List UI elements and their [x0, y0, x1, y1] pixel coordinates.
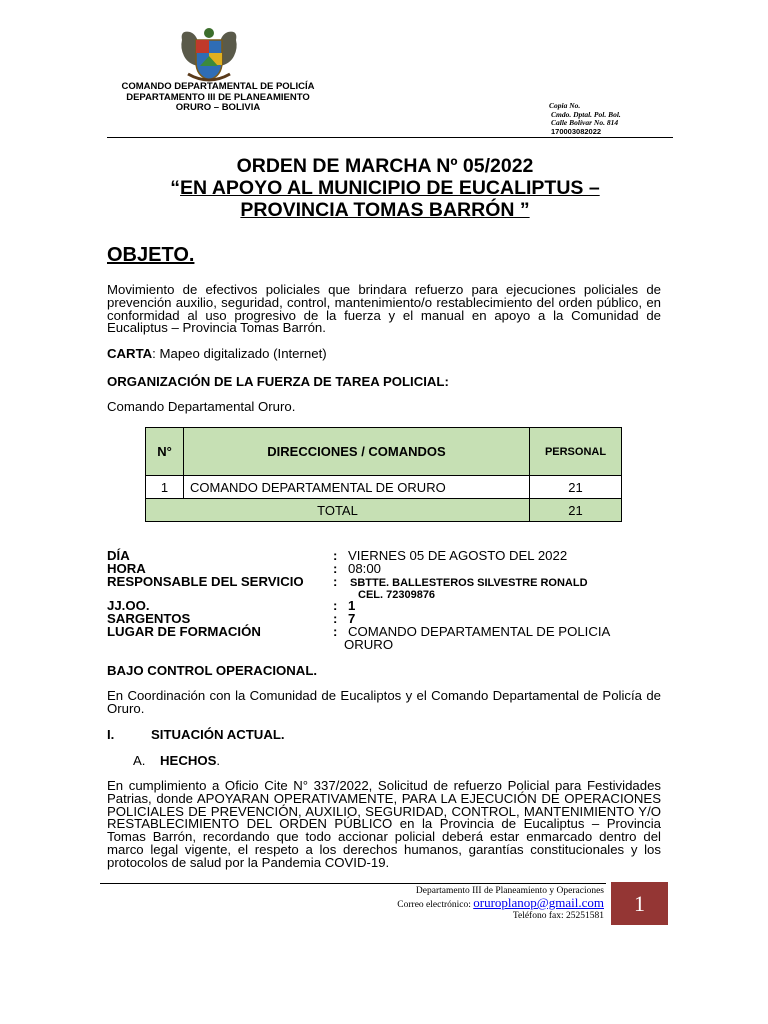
- header-divider: [107, 137, 673, 138]
- forces-table: [145, 427, 622, 522]
- jjoo-label: JJ.OO.: [107, 598, 150, 613]
- copy-address-1: Cmdo. Dptal. Pol. Bol.: [551, 109, 621, 119]
- footer-department: Departamento III de Planeamiento y Operaciones: [415, 886, 604, 896]
- footer-info: [340, 886, 604, 922]
- objeto-paragraph: Movimiento de efectivos policiales que brindara refuerzo para ejecuciones policiales de prevención auxilio, seguridad, control, mantenimiento/o restablecimiento del orden público, en conformidad al uso progresivo de la fuerza y el manual en apoyo a la Comunidad de Eucaliptus – Provincia Tomas Barrón.: [107, 282, 661, 336]
- sargentos-label: SARGENTOS: [107, 611, 191, 626]
- carta-line: [107, 348, 661, 361]
- control-text: En Coordinación con la Comunidad de Eucaliptos y el Comando Departamental de Policía de Oruro.: [107, 688, 661, 716]
- footer-mail-label: Correo electrónico:: [397, 900, 474, 910]
- sargentos-value: 7: [348, 611, 356, 626]
- colon: :: [333, 624, 338, 639]
- organizacion-heading: ORGANIZACIÓN DE LA FUERZA DE TAREA POLICIAL:: [107, 374, 449, 389]
- colon: :: [333, 574, 338, 589]
- copy-info: [549, 102, 621, 136]
- lugar-label: LUGAR DE FORMACIÓN: [107, 624, 261, 639]
- header-num: N°: [146, 428, 184, 476]
- lugar-value-2: ORURO: [344, 637, 394, 652]
- subsection-a: [133, 753, 221, 768]
- responsable-value: SBTTE. BALLESTEROS SILVESTRE RONALD: [350, 577, 588, 589]
- section-1-heading: [107, 727, 285, 742]
- jjoo-value: 1: [348, 598, 356, 613]
- document-title: [108, 155, 662, 221]
- police-emblem-icon: [178, 26, 240, 84]
- responsable-label: RESPONSABLE DEL SERVICIO: [107, 574, 304, 589]
- copy-label: Copia No.: [549, 101, 581, 110]
- header-org-line-1: COMANDO DEPARTAMENTAL DE POLICÍA: [121, 81, 315, 92]
- control-heading: BAJO CONTROL OPERACIONAL.: [107, 663, 318, 678]
- dia-label: DÍA: [107, 548, 130, 563]
- header-personal: PERSONAL: [530, 428, 622, 476]
- row-personal: 21: [530, 476, 622, 499]
- total-label: TOTAL: [146, 499, 530, 522]
- footer-divider: [100, 883, 606, 884]
- table-header-row: [146, 428, 622, 476]
- subsection-title-wrap: [160, 753, 220, 768]
- section-1-number: I.: [107, 727, 115, 742]
- title-line-2-text: EN APOYO AL MUNICIPIO DE EUCALIPTUS –: [180, 177, 600, 199]
- footer-mail-line: [340, 897, 604, 911]
- colon: :: [333, 611, 338, 626]
- hora-label: HORA: [107, 561, 146, 576]
- header-organization: [100, 82, 336, 114]
- row-num: 1: [146, 476, 184, 499]
- total-value: 21: [530, 499, 622, 522]
- hora-value: 08:00: [348, 561, 382, 576]
- footer-mail-link[interactable]: oruroplanop@gmail.com: [473, 895, 604, 910]
- colon: :: [333, 598, 338, 613]
- title-line-1: ORDEN DE MARCHA Nº 05/2022: [236, 155, 534, 177]
- table-row: [146, 476, 622, 499]
- table-total-row: [146, 499, 622, 522]
- colon: :: [333, 561, 338, 576]
- lugar-value: COMANDO DEPARTAMENTAL DE POLICIA: [348, 624, 611, 639]
- organizacion-text: Comando Departamental Oruro.: [107, 399, 296, 414]
- header-org-line-3: ORURO – BOLIVIA: [175, 102, 261, 113]
- copy-address-2: Calle Bolívar No. 814: [551, 118, 619, 127]
- section-1-title: SITUACIÓN ACTUAL.: [151, 727, 285, 742]
- header-direcciones: DIRECCIONES / COMANDOS: [184, 428, 530, 476]
- copy-number: 170003082022: [551, 126, 602, 136]
- subsection-letter: A.: [133, 753, 146, 768]
- title-line-2: [108, 177, 662, 199]
- responsable-phone: CEL. 72309876: [358, 589, 436, 601]
- title-open-quote: “: [170, 177, 181, 199]
- colon: :: [333, 548, 338, 563]
- header-org-line-2: DEPARTAMENTO III DE PLANEAMIENTO: [126, 91, 310, 103]
- title-line-3: PROVINCIA TOMAS BARRÓN ”: [240, 199, 530, 221]
- carta-text: : Mapeo digitalizado (Internet): [152, 346, 327, 361]
- objeto-heading: OBJETO.: [107, 244, 195, 266]
- hechos-paragraph: En cumplimiento a Oficio Cite N° 337/2022, Solicitud de refuerzo Policial para Festividades Patrias, donde APOYARAN OPERATIVAMENTE, PARA LA EJECUCIÓN DE OPERACIONES POLICIALES DE PREVENCIÓN, AUXILIO, SEGURIDAD, CONTROL, MANTENIMIENTO Y/O RESTABLECIMIENTO DEL ORDEN PÚBLICO en la Provincia de Eucaliptus – Provincia Tomas Barrón, recordando que todo accionar policial deberá estar enmarcado dentro del marco legal vigente, el respeto a los derechos humanos, garantías constitucionales y los protocolos de salud por la Pandemia COVID-19.: [107, 778, 661, 870]
- subsection-title: HECHOS: [160, 753, 217, 768]
- dia-value: VIERNES 05 DE AGOSTO DEL 2022: [348, 548, 568, 563]
- subsection-dot: .: [216, 753, 221, 768]
- carta-label: CARTA: [107, 346, 153, 361]
- row-direccion: COMANDO DEPARTAMENTAL DE ORURO: [184, 476, 530, 499]
- footer-phone: Teléfono fax: 25251581: [512, 911, 604, 921]
- page-number: 1: [611, 882, 668, 925]
